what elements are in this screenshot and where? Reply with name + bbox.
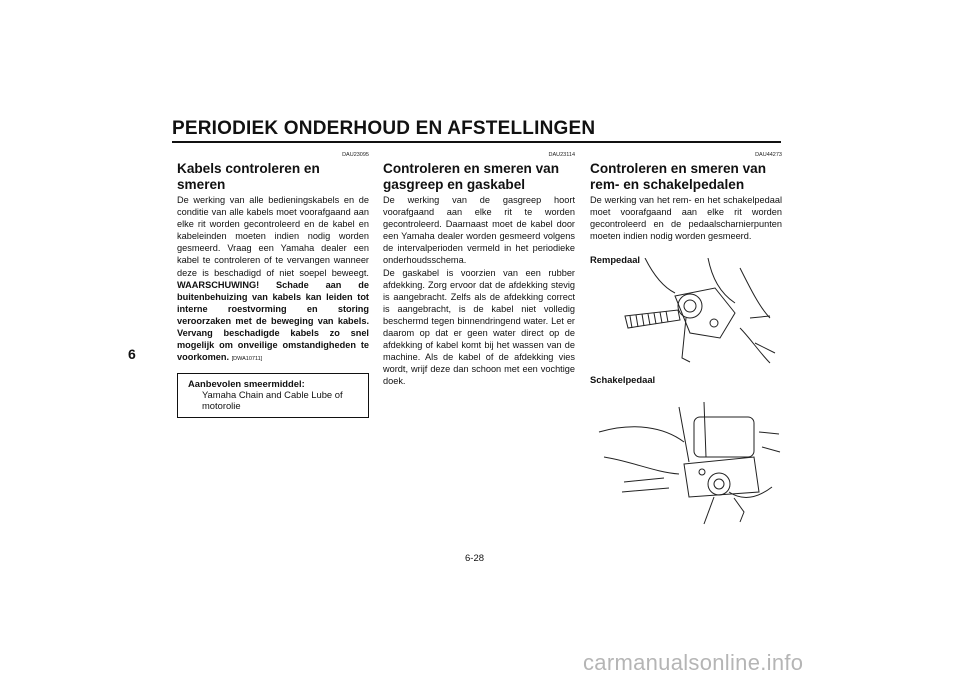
section-heading: Controleren en smeren van gasgreep en gaskabel <box>383 161 560 192</box>
lubricant-title: Aanbevolen smeermiddel: <box>188 378 305 390</box>
section-heading: Controleren en smeren van rem- en schakelpedalen <box>590 161 767 192</box>
column-throttle <box>383 152 575 388</box>
page-number: 6-28 <box>465 553 485 564</box>
section-body-2: De gaskabel is voorzien van een rubber afdekking. Zorg ervoor dat de afdekking stevig is aangebracht. Zelfs als de afdekking correct is aangebracht, is de kabel niet volledig beschermd tegen binnendringend water. Let er daarom op dat er geen water direct op de afdekking of kabel komt bij het wassen van de machine. Als de kabel of de afdekking vies wordt, wrijf deze dan schoon met een vochtige doek. <box>383 267 575 387</box>
column-cables <box>177 152 369 418</box>
page-title: PERIODIEK ONDERHOUD EN AFSTELLINGEN <box>172 118 596 139</box>
watermark: carmanualsonline.info <box>583 650 804 675</box>
body-text: De werking van alle bedieningskabels en de conditie van alle kabels moet voorafgaand aan elke rit worden gecontroleerd en de kabel en kabeleinden moeten indien nodig worden gesmeerd. Vraag een Yamaha dealer een kabel te controleren of te vervangen wanneer deze is beschadigd of niet soepel beweegt. <box>177 195 369 278</box>
section-code: DAU23095 <box>342 152 369 158</box>
brake-pedal-label: Rempedaal <box>590 254 641 266</box>
section-code: DAU44273 <box>755 152 782 158</box>
lubricant-box <box>177 373 369 418</box>
lubricant-value: Yamaha Chain and Cable Lube of motorolie <box>202 389 343 412</box>
shift-pedal-illustration <box>594 402 782 526</box>
section-body: De werking van het rem- en het schakelpedaal moet voorafgaand aan elke rit worden gecontroleerd en de pedaalscharnierpunten moeten indien nodig worden gesmeerd. <box>590 195 782 242</box>
warning-code: [DWA10711] <box>231 356 263 363</box>
section-body <box>177 194 369 365</box>
warning-text: WAARSCHUWING! Schade aan de buitenbehuizing van kabels kan leiden tot interne roestvorming en storing veroorzaken met de beweging van kabels. Vervang beschadigde kabels zo snel mogelijk om onveilige omstandigheden te voorkomen. <box>177 279 369 363</box>
section-body: De werking van de gasgreep hoort voorafgaand aan elke rit te worden gecontroleerd. Daarnaast moet de kabel door een Yamaha dealer worden gesmeerd volgens de intervalperioden vermeld in het periodieke onderhoudsschema. <box>383 195 575 266</box>
chapter-number: 6 <box>128 346 136 362</box>
header-rule <box>172 141 781 143</box>
section-code: DAU23114 <box>548 152 575 158</box>
section-heading: Kabels controleren en smeren <box>177 161 320 192</box>
shift-pedal-label: Schakelpedaal <box>590 374 656 386</box>
brake-pedal-illustration <box>620 258 782 378</box>
